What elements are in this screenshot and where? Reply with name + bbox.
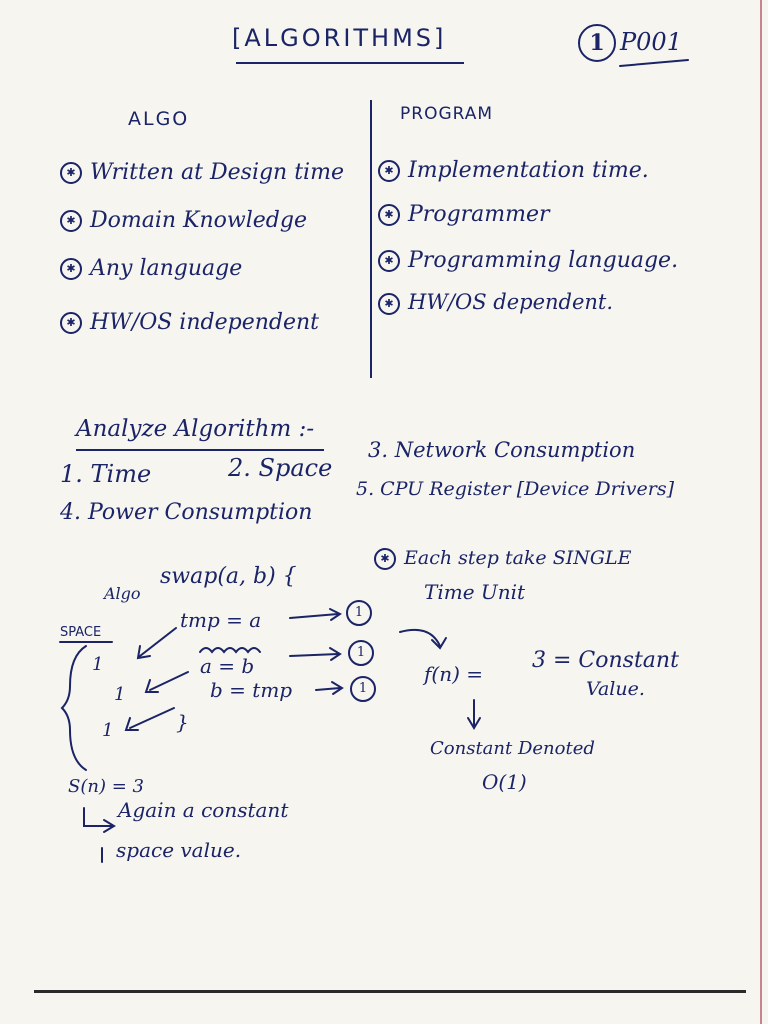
space-label: SPACE [60,625,102,640]
bullet-icon: ✱ [378,204,400,226]
program-item-text: Programmer [408,202,550,227]
space-function: S(n) = 3 [68,776,144,797]
bullet-icon: ✱ [378,293,400,315]
constant-line1: Constant Denoted [430,738,595,759]
assumption-text: Each step take SINGLE [404,547,632,569]
page-number-circle: 1 [578,24,616,62]
algo-item-text: Written at Design time [90,160,344,185]
step-b-tmp: b = tmp [210,678,293,702]
step-cost-circle: 1 [346,600,372,626]
page-code: P001 [620,28,682,56]
time-value-line2: Value. [586,678,645,700]
arrow-line [290,654,338,656]
analyze-heading: Analyze Algorithm :- [76,416,315,442]
page-title: [ALGORITHMS] [232,24,447,52]
bullet-icon: ✱ [60,312,82,334]
swap-signature: swap(a, b) { [160,564,297,589]
bullet-icon: ✱ [378,160,400,182]
time-function: f(n) = [424,662,484,686]
arrow-line [316,688,340,690]
space-unit: 1 [102,720,114,741]
bullet-icon: ✱ [60,162,82,184]
bottom-edge-line [34,990,746,993]
bullet-icon: ✱ [60,258,82,280]
program-item-text: HW/OS dependent. [408,290,614,314]
arrow-line [150,672,188,690]
closing-brace: } [176,710,189,734]
bullet-icon: ✱ [374,548,396,570]
algo-item-text: Domain Knowledge [90,208,307,233]
arrow-head [126,718,138,730]
program-heading: PROGRAM [400,104,494,124]
step-cost-circle: 1 [348,640,374,666]
factor-cpu-register: 5. CPU Register [Device Drivers] [356,478,674,500]
curly-brace [62,646,86,770]
step-a-b: a = b [200,654,255,678]
program-item-text: Implementation time. [408,158,649,183]
curved-arrow [400,630,440,646]
algo-item-text: Any language [90,256,243,281]
program-item-text: Programming language. [408,248,679,273]
arrow-line [140,628,176,656]
constant-line2: O(1) [482,770,527,794]
arrow-line [290,614,338,618]
factor-network: 3. Network Consumption [368,438,636,462]
algo-heading: ALGO [128,108,190,130]
algo-label: Algo [104,584,141,603]
step-tmp-a: tmp = a [180,608,262,632]
bullet-icon: ✱ [378,250,400,272]
arrow-line [130,708,174,728]
assumption-line2: Time Unit [424,580,526,604]
space-unit: 1 [92,654,104,675]
space-note-line1: Again a constant [118,798,289,822]
scribble-mark [200,648,260,652]
factor-time: 1. Time [60,460,152,488]
step-cost-circle: 1 [350,676,376,702]
space-note-line2: space value. [116,838,242,862]
factor-space: 2. Space [228,454,333,482]
time-value: 3 = Constant [532,648,679,673]
algo-item-text: HW/OS independent [90,310,320,335]
page-code-underline [620,60,688,66]
bullet-icon: ✱ [60,210,82,232]
factor-power: 4. Power Consumption [60,500,313,525]
space-unit: 1 [114,684,126,705]
